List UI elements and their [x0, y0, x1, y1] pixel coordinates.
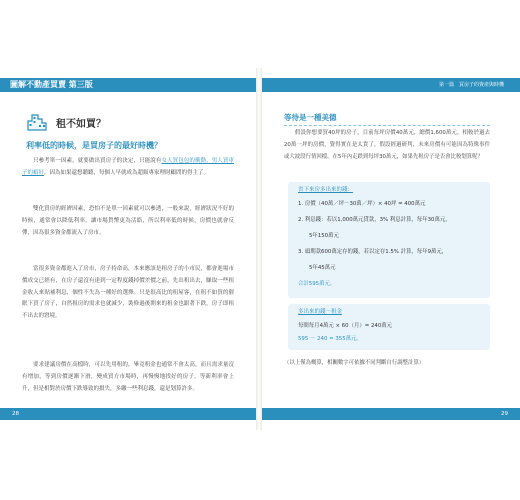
title-divider	[284, 125, 490, 126]
body-paragraph-3	[22, 264, 234, 323]
savings-line: 5年45萬元	[309, 265, 336, 271]
right-page	[262, 68, 520, 430]
chapter-header: 第一篇 買房子的資產與時機	[438, 82, 504, 88]
savings-line: 合計595萬元。	[298, 281, 336, 287]
paragraph-text: 當很多資金都進入了房市，房子持命高，本來應該是租房子的小市民，都會進場市價成交已經有，在房子還沒有達到一定程度錢掉價差價之前，先出租出去，賺取一些租金收入來貼補利息，個性不失為一種好的選擇。只是很高比的租屋客，在租不如買的催眠下買了房子，自然租房的需求也就減少，裝修過後開來的租金也跟著下跌，房子即租不出去的窘境。	[22, 266, 234, 320]
body-paragraph-4	[22, 360, 234, 395]
rent-box	[288, 304, 490, 350]
section-title: 等待是一種美德	[284, 113, 337, 122]
page-number: 28	[12, 411, 19, 417]
building-icon	[26, 112, 48, 132]
left-header-bar	[0, 78, 256, 92]
savings-box	[288, 182, 490, 298]
page-number: 29	[501, 411, 508, 417]
savings-box-label: 省下來房多出來的錢：	[298, 187, 354, 193]
paragraph-text: 雙化買房的經濟因素，恐怕不是單一因素就可以參透，一般來說，經濟狀況不好的時候，通常會以降低利率，讓市場貨幣更為活絡，所以利率低的時候，房價也就會反彈，因為很多資金都流入了房市。	[22, 206, 234, 236]
body-paragraph-2	[22, 204, 234, 239]
left-page	[0, 68, 256, 430]
intro-paragraph: 假設你想要買40坪的房子，目前每坪房價40萬元，總價1,600萬元，相較於過去20萬一坪的房價，覺得實在是太貴了，假設經過研判，未來房價有可能因為特殊事件或大波段行情回檔，在5年內走跌到每坪30萬元，如果先租房子是否會比較划算呢？	[284, 130, 490, 160]
book-title: 圖解不動產買賣 第三版	[10, 80, 93, 89]
book-spread	[0, 68, 520, 430]
savings-line: 1. 房價（40萬／坪－30萬／坪）× 40坪 = 400萬元	[298, 201, 426, 207]
body-paragraph-1	[22, 156, 234, 180]
right-header-bar	[262, 78, 520, 92]
savings-line: 3. 頭期款600萬定存的錢，若以定存1.5% 計算，每年9萬元，	[298, 249, 448, 255]
paragraph-text: 要求建議房價在高檔時，可以先用租的，畢竟租金也通常不會太高，而且需求量沒有增加，等到房價逐漸下滑，變成買方市場時，再慢慢地找好的房子，等新利率會上升，但是相對於房價下跌導致的損失，多繳一些利息錢，還是划算許多。	[22, 362, 234, 392]
section-subtitle: 利率低的時候，是買房子的最好時機？	[26, 141, 162, 150]
rent-line: 每間每月4萬元 × 60（月）= 240萬元	[298, 323, 393, 329]
savings-line: 2. 利息錢：若以1,000萬元貸款，3% 利息計算，每年30萬元，	[298, 217, 451, 223]
footnote: （以上僅為概算，相關數字可依據不同判斷自行調整計算）	[284, 360, 425, 366]
paragraph-text: 。因為如果還想聽聽，每個人早就成為超級專家理財顧問的得主了。	[44, 169, 210, 176]
rent-box-label: 多出來的錢－租金	[298, 309, 343, 315]
rent-line: 595 － 240 = 355萬元。	[298, 336, 362, 342]
savings-line: 5年150萬元	[309, 233, 339, 239]
left-footer-bar	[0, 408, 256, 420]
right-footer-bar	[262, 408, 520, 420]
section-title: 租不如買？	[56, 119, 106, 130]
highlighted-text: 女人買包包的衝動，男人買車子的癖好	[22, 158, 234, 176]
paragraph-text: 只參考單一因素，就要做出買房子的決定，只能說有	[33, 158, 162, 164]
